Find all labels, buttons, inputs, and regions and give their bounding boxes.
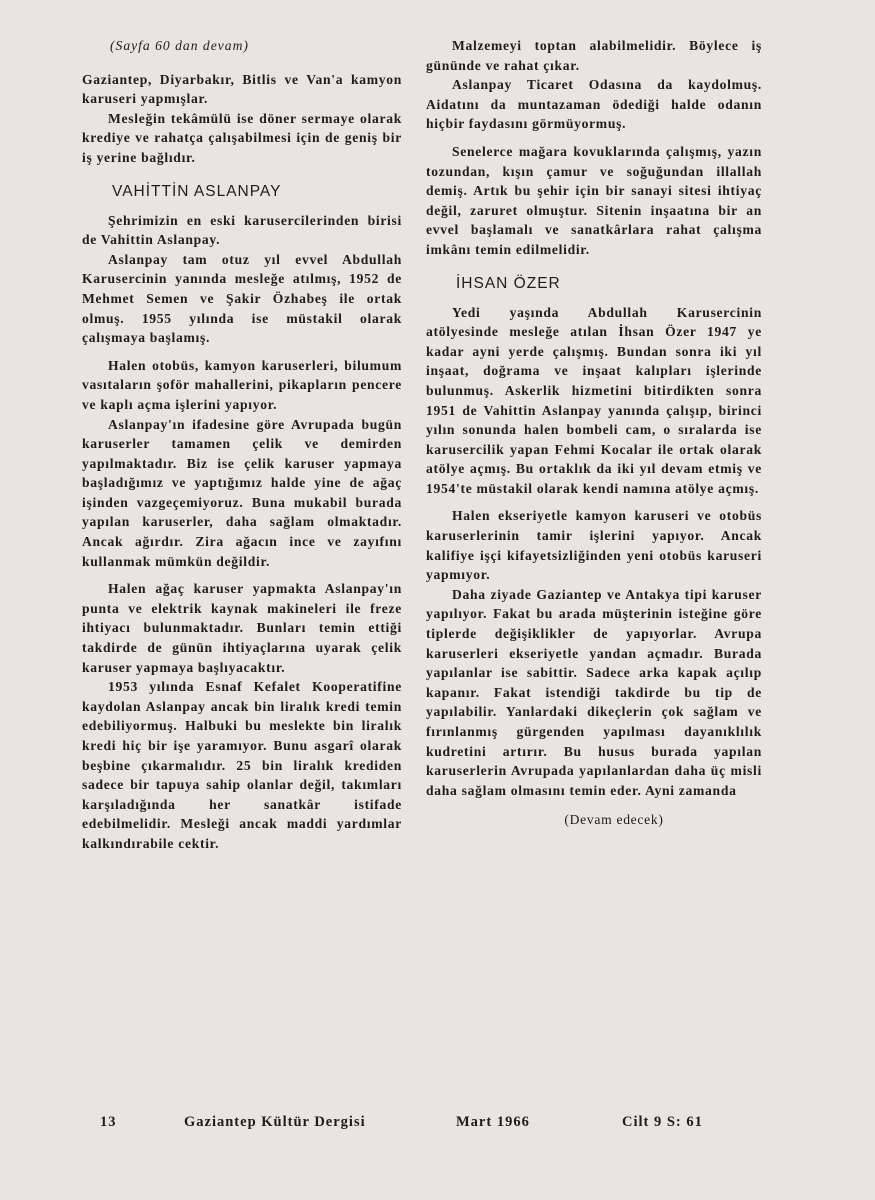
paragraph-destinations: Gaziantep, Diyarbakır, Bitlis ve Van'a kamyon karuseri yapmışlar. [82, 71, 402, 107]
paragraph-career-history: Aslanpay tam otuz yıl evvel Abdullah Karusercinin yanında mesleğe atılmış, 1952 de Mehmet Semen ve Şakir Özhabeş ile ortak olmuş. 1955 yılında ise müstakil olarak çalışmaya başlamış. [82, 251, 402, 346]
page-number: 13 [100, 1114, 117, 1130]
section-heading-vahittin-aslanpay: VAHİTTİN ASLANPAY [112, 182, 282, 200]
left-column [82, 36, 402, 854]
issue-date: Mart 1966 [456, 1114, 530, 1130]
paragraph-machine-needs: Halen ağaç karuser yapmakta Aslanpay'ın punta ve elektrik kaynak makineleri ile freze ihtiyacı bulunmaktadır. Bunları temin ettiği takdirde de günün ihtiyaçlarına uyarak çelik karuser yapmaya başlıyacaktır. [82, 581, 402, 675]
continued-from-note: (Sayfa 60 dan devam) [110, 38, 249, 53]
paragraph-body-types: Daha ziyade Gaziantep ve Antakya tipi karuser yapılıyor. Fakat bu arada müşterinin isteğine göre tiplerde değişiklikler de yapıyorlar. Avrupa karuserleri ekseriyetle yandan açmadır. Burada yapılanlar ise sabittir. Sadece arka kapak açılıp kapanır. Fakat istendiği takdirde bu tip de yapılabilir. Yanlardaki dikeçlerin çok sağlam ve fırınlanmış gürgenden yapılması dayanıklılık kudretini artırır. Bu husus burada yapılan karuserlerin Avrupada yapılanlardan daha üç misli daha sağlam olmasını temin eder. Ayni zamanda [426, 586, 762, 798]
right-column [426, 36, 762, 830]
volume-issue: Cilt 9 S: 61 [622, 1114, 703, 1130]
section-heading-ihsan-ozer: İHSAN ÖZER [456, 274, 561, 292]
page-footer [82, 1114, 762, 1136]
journal-title: Gaziantep Kültür Dergisi [184, 1114, 366, 1130]
paragraph-industrial-site: Senelerce mağara kovuklarında çalışmış, yazın tozundan, kışın çamur ve soğuğundan illallah demiş. Artık bu şehir için bir sanayi sitesi ihtiyaç değil, zaruret olmuştur. Sitenin inşaatına bir an evvel başlamalı ve sanatkârlara rahat çalışma imkânı temin edilmelidir. [426, 143, 762, 257]
paragraph-repair-work: Halen ekseriyetle kamyon karuseri ve otobüs karuserlerinin tamir işlerini yapıyor. Ancak kalifiye işçi kifayetsizliğinden yeni otobüs karuseri yapmıyor. [426, 508, 762, 583]
paragraph-chamber-of-commerce: Aslanpay Ticaret Odasına da kaydolmuş. Aidatını da muntazaman ödediği halde odanın hiçbir faydasını görmüyormuş. [426, 77, 762, 132]
paragraph-ihsan-career: Yedi yaşında Abdullah Karusercinin atölyesinde mesleğe atılan İhsan Özer 1947 ye kadar ayni yerde çalışmış. Bundan sonra iki yıl inşaat, doğrama ve inşaat kalıpları işlerinde bulunmuş. Askerlik hizmetini bitirdikten sonra 1951 de Vahittin Aslanpay yanında çalışıp, birinci yılın sonunda halen bombeli cam, o sıralarda ise karusercilik yapan Fehmi Kocalar ile ortak olarak atölye açmış. Bu ortaklık da iki yıl devam etmiş ve 1954'te müstakil olarak kendi namına atölye açmış. [426, 304, 762, 496]
paragraph-current-work: Halen otobüs, kamyon karuserleri, bilumum vasıtaların şoför mahallerini, pikapların pencere ve kaplı açma işlerini yapıyor. [82, 357, 402, 412]
paragraph-materials: Malzemeyi toptan alabilmelidir. Böylece iş gününde ve rahat çıkar. [426, 38, 762, 73]
paragraph-profession-development: Mesleğin tekâmülü ise döner sermaye olarak krediye ve rahatça çalışabilmesi için de geniş bir iş yerine bağlıdır. [82, 110, 402, 165]
paragraph-europe-comparison: Aslanpay'ın ifadesine göre Avrupada bugün karuserler tamamen çelik ve demirden yapılmaktadır. Biz ise çelik karuser yapmaya başladığımız ve yaptığımız halde yine de ağaç işinden vazgeçemiyoruz. Buna mukabil burada yapılan karuserler, daha sağlam olmaktadır. Ancak ağırdır. Zira ağacın ince ve zayıfını kullanmak mümkün değildir. [82, 416, 402, 569]
paragraph-oldest-body-builder: Şehrimizin en eski karusercilerinden birisi de Vahittin Aslanpay. [82, 212, 402, 248]
paragraph-credit: 1953 yılında Esnaf Kefalet Kooperatifine kaydolan Aslanpay ancak bin liralık kredi temin edebiliyormuş. Halbuki bu meslekte bin liralık kredi hiç bir işe yaramıyor. Bunu asgarî olarak beşbine çıkarmalıdır. 25 bin liralık krediden sadece bir tapuya sahip olanlar değil, takımları karşıladığında her sanatkâr istifade edebilmelidir. Mesleği ancak maddi yardımlar kalkındırabile cektir. [82, 679, 402, 851]
to-be-continued-note: (Devam edecek) [564, 812, 664, 828]
